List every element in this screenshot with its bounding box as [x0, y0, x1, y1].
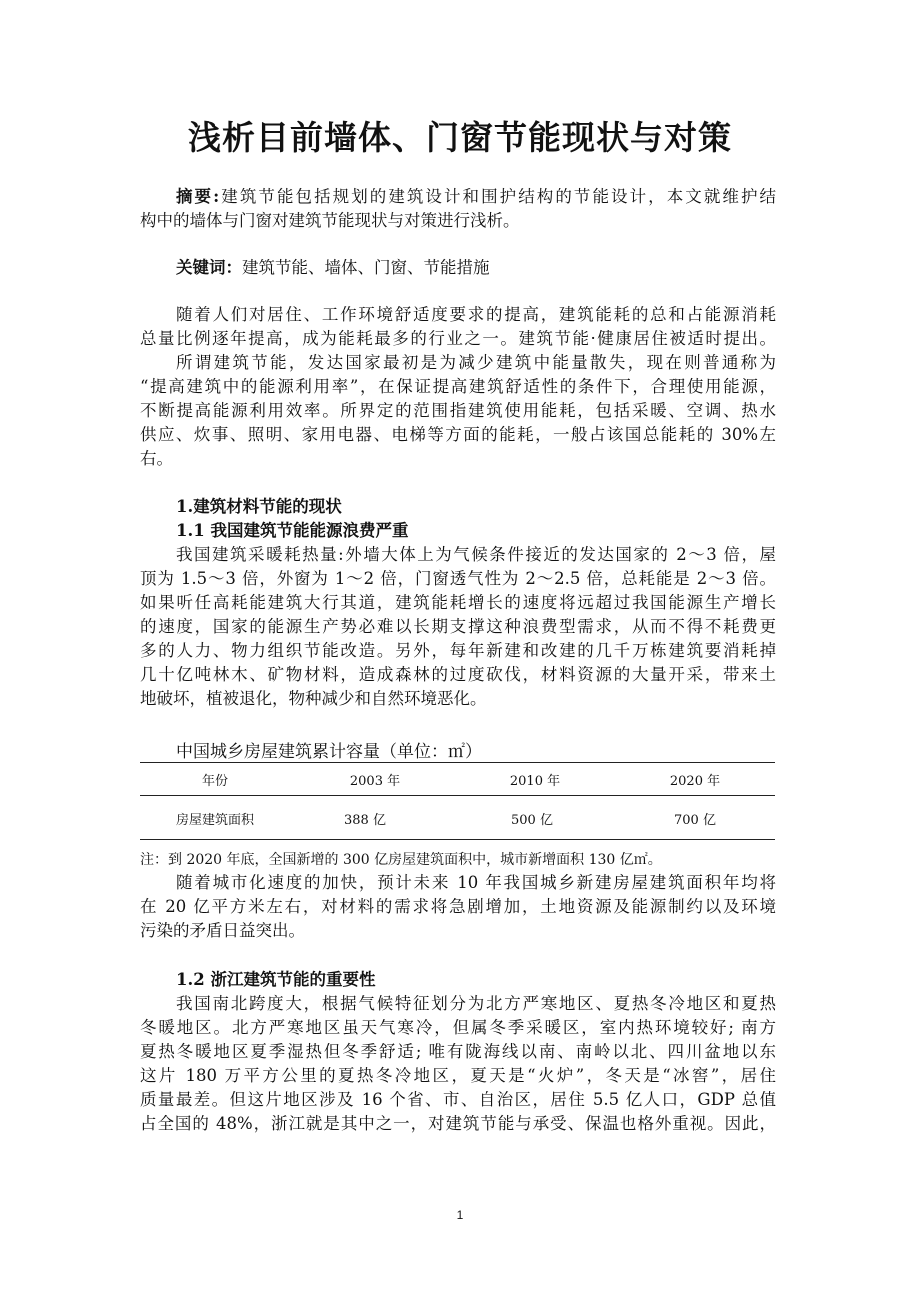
document-title: 浅析目前墙体、门窗节能现状与对策 — [188, 118, 732, 157]
section-1-2-heading: 1.2 浙江建筑节能的重要性 — [176, 970, 376, 989]
table-header-cell: 年份 — [201, 774, 228, 789]
section-1 — [140, 495, 776, 711]
after-table-paragraph — [140, 871, 776, 943]
keywords-text: 建筑节能、墙体、门窗、节能措施 — [242, 258, 490, 277]
paragraph-line: 我国建筑采暖耗热量:外墙大体上为气候条件接近的发达国家的 2～3 倍，屋 — [176, 545, 776, 564]
paragraph-line: 几十亿吨林木、矿物材料，造成森林的过度砍伐，材料资源的大量开采，带来土 — [140, 665, 776, 684]
paragraph-line: 顶为 1.5～3 倍，外窗为 1～2 倍，门窗透气性为 2～2.5 倍，总耗能是 2～3 倍。 — [140, 569, 776, 588]
paragraph-line: 污染的矛盾日益突出。 — [140, 921, 305, 940]
paragraph-line: 随着城市化速度的加快，预计未来 10 年我国城乡新建房屋建筑面积年均将 — [176, 873, 776, 892]
keywords — [140, 256, 776, 280]
paragraph-line: 这片 180 万平方公里的夏热冬冷地区，夏天是“火炉”，冬天是“冰窖”，居住 — [140, 1066, 776, 1085]
table-title: 中国城乡房屋建筑累计容量（单位：㎡） — [176, 742, 482, 762]
paragraph-line: 右。 — [140, 449, 173, 468]
abstract-text: 建筑节能包括规划的建筑设计和围护结构的节能设计，本文就维护结 — [219, 187, 777, 206]
table-bottom-rule — [140, 839, 775, 840]
abstract — [140, 185, 776, 233]
section-1-2-paragraph — [140, 992, 776, 1136]
paragraph-line: 总量比例逐年提高，成为能耗最多的行业之一。建筑节能·健康居住被适时提出。 — [140, 329, 776, 348]
paragraph-line: 我国南北跨度大，根据气候特征划分为北方严寒地区、夏热冬冷地区和夏热 — [176, 994, 776, 1013]
abstract-line: 构中的墙体与门窗对建筑节能现状与对策进行浅析。 — [140, 211, 520, 230]
intro-paragraph — [140, 351, 776, 471]
paragraph-line: 占全国的 48%，浙江就是其中之一，对建筑节能与承受、保温也格外重视。因此， — [140, 1114, 776, 1133]
table-top-rule — [140, 762, 775, 763]
intro-paragraph — [140, 303, 776, 351]
abstract-label: 摘要: — [176, 187, 220, 206]
paragraph-line: “提高建筑中的能源利用率”，在保证提高建筑舒适性的条件下，合理使用能源， — [140, 377, 776, 396]
table-cell: 房屋建筑面积 — [175, 813, 254, 828]
paragraph-line: 所谓建筑节能，发达国家最初是为减少建筑中能量散失，现在则普通称为 — [176, 353, 776, 372]
table-mid-rule — [140, 795, 775, 796]
table-cell: 500 亿 — [511, 813, 553, 828]
section-1-heading: 1.建筑材料节能的现状 — [176, 497, 342, 516]
paragraph-line: 供应、炊事、照明、家用电器、电梯等方面的能耗，一般占该国总能耗的 30%左 — [140, 425, 776, 444]
table-cell: 700 亿 — [674, 813, 716, 828]
paragraph-line: 质量最差。但这片地区涉及 16 个省、市、自治区，居住 5.5 亿人口，GDP 总值 — [140, 1090, 776, 1109]
paragraph-line: 冬暖地区。北方严寒地区虽天气寒冷，但属冬季采暖区，室内热环境较好; 南方 — [140, 1018, 776, 1037]
paragraph-line: 随着人们对居住、工作环境舒适度要求的提高，建筑能耗的总和占能源消耗 — [176, 305, 776, 324]
page-number: 1 — [456, 1208, 464, 1222]
paragraph-line: 在 20 亿平方米左右，对材料的需求将急剧增加，土地资源及能源制约以及环境 — [140, 897, 776, 916]
table-header-cell: 2020 年 — [669, 774, 721, 789]
paragraph-line: 的速度，国家的能源生产势必难以长期支撑这种浪费型需求，从而不得不耗费更 — [140, 617, 776, 636]
paragraph-line: 多的人力、物力组织节能改造。另外，每年新建和改建的几千万栋建筑要消耗掉 — [140, 641, 776, 660]
keywords-line — [140, 256, 776, 280]
section-1-1-heading: 1.1 我国建筑节能能源浪费严重 — [176, 521, 409, 540]
table-note: 注：到 2020 年底，全国新增的 300 亿房屋建筑面积中，城市新增面积 130 亿㎡。 — [140, 852, 662, 868]
section-1-2 — [140, 968, 776, 1136]
intro-paragraphs — [140, 303, 776, 471]
section-1-1-paragraph — [140, 543, 776, 711]
table-cell: 388 亿 — [344, 813, 386, 828]
paragraph-line: 地破坏，植被退化，物种减少和自然环境恶化。 — [140, 689, 487, 708]
paragraph-line: 不断提高能源利用效率。所界定的范围指建筑使用能耗，包括采暖、空调、热水 — [140, 401, 776, 420]
table-header-cell: 2003 年 — [349, 774, 401, 789]
paragraph-line: 如果听任高耗能建筑大行其道，建筑能耗增长的速度将远超过我国能源生产增长 — [140, 593, 776, 612]
paragraph-line: 夏热冬暖地区夏季湿热但冬季舒适; 唯有陇海线以南、南岭以北、四川盆地以东 — [140, 1042, 776, 1061]
abstract-line — [140, 185, 776, 209]
table-header-cell: 2010 年 — [509, 774, 561, 789]
keywords-label: 关键词： — [176, 258, 242, 277]
